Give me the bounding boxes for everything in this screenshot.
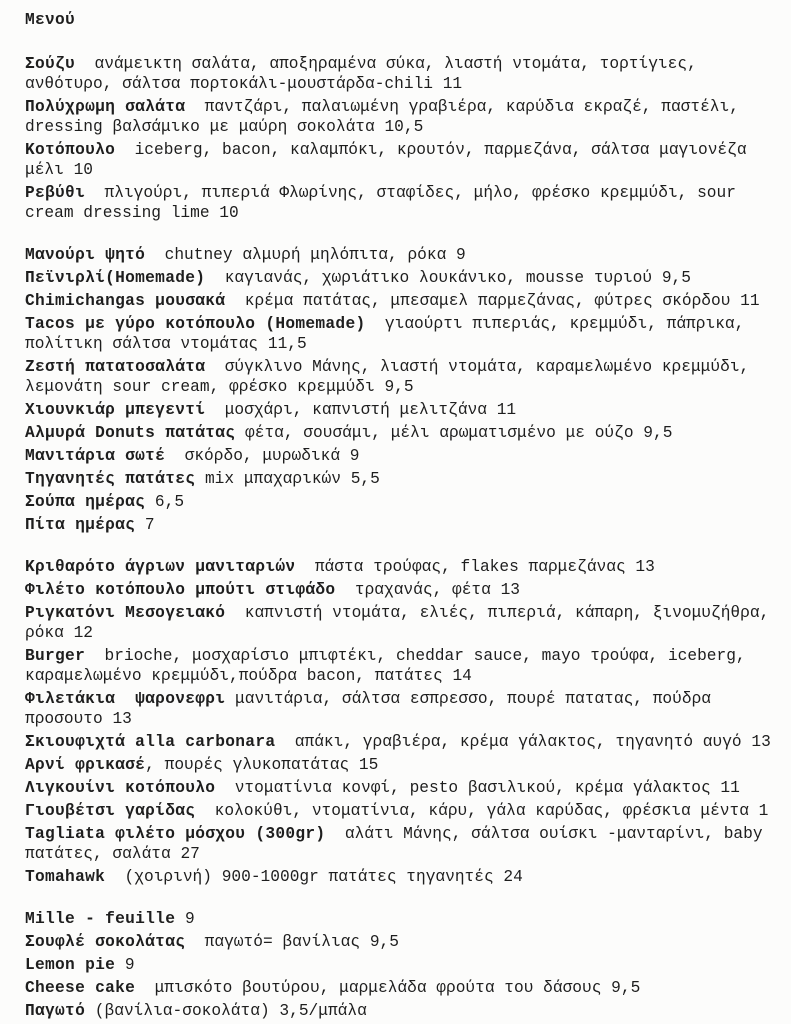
item-name: Σούζυ: [25, 55, 76, 73]
item-description: ανάμεικτη σαλάτα, αποξηραμένα σύκα, λιαστή ντομάτα, τορτίγιες, ανθότυρο, σάλτσα πορτοκάλι-μουστάρδα-chili: [25, 55, 707, 93]
menu-item: [25, 291, 791, 311]
item-name: Ζεστή πατατοσαλάτα: [25, 358, 206, 376]
menu-item: [25, 732, 791, 752]
menu-item: [25, 314, 791, 354]
menu-item: [25, 603, 791, 643]
item-description: μπισκότο βουτύρου, μαρμελάδα φρούτα του δάσους: [135, 979, 602, 997]
item-price: 5,5: [350, 470, 380, 488]
menu-item: [25, 824, 791, 864]
item-name: Σούπα ημέρας: [25, 493, 146, 511]
menu-item: [25, 357, 791, 397]
menu-item: [25, 54, 791, 94]
menu-item: [25, 646, 791, 686]
menu-item: [25, 955, 791, 975]
item-name: Παγωτό: [25, 1002, 86, 1020]
item-description: πλιγούρι, πιπεριά Φλωρίνης, σταφίδες, μήλο, φρέσκο κρεμμύδι, sour cream dressing lime: [25, 184, 746, 222]
item-price: 6,5: [154, 493, 185, 511]
item-price: 11: [720, 779, 740, 797]
item-name: Κριθαρότο άγριων μανιταριών: [25, 558, 296, 576]
menu-item: [25, 1001, 791, 1021]
item-price: 7: [144, 516, 155, 534]
item-description: φέτα, σουσάμι, μέλι αρωματισμένο με ούζο: [235, 424, 634, 442]
menu-item: [25, 446, 791, 466]
menu-item: [25, 755, 791, 775]
item-price: 24: [503, 868, 523, 886]
item-description: chutney αλμυρή μηλόπιτα, ρόκα: [145, 246, 447, 264]
item-description: σύγκλινο Μάνης, λιαστή ντομάτα, καραμελωμένο κρεμμύδι, λεμονάτη sour cream, φρέσκο κρεμμύδι: [25, 358, 759, 396]
item-description: (βανίλια-σοκολάτα): [85, 1002, 270, 1020]
item-description: κρέμα πατάτας, μπεσαμελ παρμεζάνας, φύτρες σκόρδου: [225, 292, 731, 310]
item-name: Tagliata φιλέτο μόσχου (300gr): [25, 825, 326, 843]
item-name: Lemon pie: [25, 956, 116, 974]
item-description: iceberg, bacon, καλαμπόκι, κρουτόν, παρμεζάνα, σάλτσα μαγιονέζα μέλι: [25, 141, 757, 179]
item-description: παγωτό= βανίλιας: [185, 933, 361, 951]
item-description: παντζάρι, παλαιωμένη γραβιέρα, καρύδια εκραζέ, παστέλι, dressing βαλσάμικο με μαύρη σοκολάτα: [25, 98, 749, 136]
item-description: γιαούρτι πιπεριάς, κρεμμύδι, πάπρικα, πολίτικη σάλτσα ντομάτας: [25, 315, 755, 353]
item-price: 13: [635, 558, 655, 576]
item-price: 3,5/μπάλα: [279, 1002, 367, 1020]
item-description: ντοματίνια κονφί, pesto βασιλικού, κρέμα γάλακτος: [215, 779, 711, 797]
item-price: 13: [112, 710, 132, 728]
menu-item: [25, 268, 791, 288]
item-name: Σουφλέ σοκολάτας: [25, 933, 186, 951]
menu-item: [25, 515, 791, 535]
item-name: Cheese cake: [25, 979, 136, 997]
page-title: Μενού: [25, 11, 76, 29]
item-name: Χιουνκιάρ μπεγεντί: [25, 401, 206, 419]
item-name: Chimichangas μουσακά: [25, 292, 226, 310]
item-price: 11,5: [267, 335, 307, 353]
item-description: απάκι, γραβιέρα, κρέμα γάλακτος, τηγανητό αυγό: [275, 733, 742, 751]
item-name: Πεϊνιρλί(Homemade): [25, 269, 206, 287]
item-name: Πίτα ημέρας: [25, 516, 136, 534]
item-description: καγιανάς, χωριάτικο λουκάνικο, mousse τυριού: [205, 269, 653, 287]
item-name: Φιλέτο κοτόπουλο μπούτι στιφάδο: [25, 581, 336, 599]
item-price: 9,5: [643, 424, 673, 442]
item-name: Αρνί φρικασέ: [25, 756, 146, 774]
menu-item: [25, 580, 791, 600]
menu-section-desserts: [25, 909, 791, 1021]
item-price: 11: [496, 401, 517, 419]
menu-item: [25, 400, 791, 420]
item-name: Tomahawk: [25, 868, 106, 886]
item-description: αλάτι Μάνης, σάλτσα ουίσκι -μανταρίνι, baby πατάτες, σαλάτα: [25, 825, 773, 863]
menu-item: [25, 492, 791, 512]
item-price: 11: [740, 292, 760, 310]
menu-section-mains: [25, 557, 791, 887]
item-price: 13: [751, 733, 771, 751]
item-description: σκόρδο, μυρωδικά: [165, 447, 341, 465]
menu-section-starters: [25, 245, 791, 535]
item-price: 10: [219, 204, 239, 222]
menu-section-salads: [25, 54, 791, 223]
item-description: καπνιστή ντομάτα, ελιές, πιπεριά, κάπαρη, ξινομυζήθρα, ρόκα: [25, 604, 780, 642]
item-price: 1: [758, 802, 769, 820]
menu-item: [25, 778, 791, 798]
menu-item: [25, 909, 791, 929]
item-price: 10: [73, 161, 94, 179]
menu-item: [25, 183, 791, 223]
item-price: 9: [456, 246, 466, 264]
item-price: 9,5: [661, 269, 691, 287]
item-price: 9: [184, 910, 195, 928]
item-description: mix μπαχαρικών: [195, 470, 341, 488]
menu-item: [25, 978, 791, 998]
item-name: Μανούρι ψητό: [25, 246, 146, 264]
menu-item: [25, 801, 791, 821]
item-price: 9,5: [369, 933, 399, 951]
item-price: 15: [358, 756, 379, 774]
item-description: τραχανάς, φέτα: [335, 581, 491, 599]
item-name: Σκιουφιχτά alla carbonara: [25, 733, 276, 751]
menu-item: [25, 557, 791, 577]
item-price: 27: [180, 845, 200, 863]
item-name: Γιουβέτσι γαρίδας: [25, 802, 196, 820]
item-name: Ριγκατόνι Μεσογειακό: [25, 604, 226, 622]
item-description: μανιτάρια, σάλτσα εσπρεσσο, πουρέ πατατας, πούδρα προσουτο: [25, 690, 721, 728]
item-name: Ρεβύθι: [25, 184, 86, 202]
item-name: Πολύχρωμη σαλάτα: [25, 98, 186, 116]
item-name: Λιγκουίνι κοτόπουλο: [25, 779, 216, 797]
item-price: 14: [452, 667, 472, 685]
item-description: πάστα τρούφας, flakes παρμεζάνας: [295, 558, 626, 576]
menu-item: [25, 689, 791, 729]
item-price: 9,5: [611, 979, 641, 997]
menu-item: [25, 97, 791, 137]
item-name: Φιλετάκια ψαρονεφρι: [25, 690, 226, 708]
menu-item: [25, 140, 791, 180]
item-price: 9: [124, 956, 135, 974]
menu-item: [25, 245, 791, 265]
item-name: Αλμυρά Donuts πατάτας: [25, 424, 236, 442]
item-price: 9: [349, 447, 360, 465]
menu-item: [25, 867, 791, 887]
item-name: Mille - feuille: [25, 910, 176, 928]
item-name: Burger: [25, 647, 86, 665]
item-price: 11: [442, 75, 463, 93]
item-description: brioche, μοσχαρίσιο μπιφτέκι, cheddar sauce, mayo τρούφα, iceberg, καραμελωμένο κρεμμύδι,πούδρα bacon, πατάτες: [25, 647, 756, 685]
item-name: Κοτόπουλο: [25, 141, 116, 159]
menu-item: [25, 932, 791, 952]
item-description: μοσχάρι, καπνιστή μελιτζάνα: [205, 401, 487, 419]
item-price: 10,5: [384, 118, 424, 136]
item-price: 9,5: [384, 378, 414, 396]
menu-item: [25, 469, 791, 489]
menu-item: [25, 423, 791, 443]
item-description: , πουρές γλυκοπατάτας: [145, 756, 350, 774]
item-price: 12: [73, 624, 94, 642]
item-price: 13: [500, 581, 521, 599]
item-name: Tacos με γύρο κοτόπουλο (Homemade): [25, 315, 366, 333]
item-name: Τηγανητές πατάτες: [25, 470, 196, 488]
item-name: Μανιτάρια σωτέ: [25, 447, 166, 465]
item-description: κολοκύθι, ντοματίνια, κάρυ, γάλα καρύδας, φρέσκια μέντα: [195, 802, 749, 820]
item-description: (χοιρινή) 900-1000gr πατάτες τηγανητές: [105, 868, 494, 886]
